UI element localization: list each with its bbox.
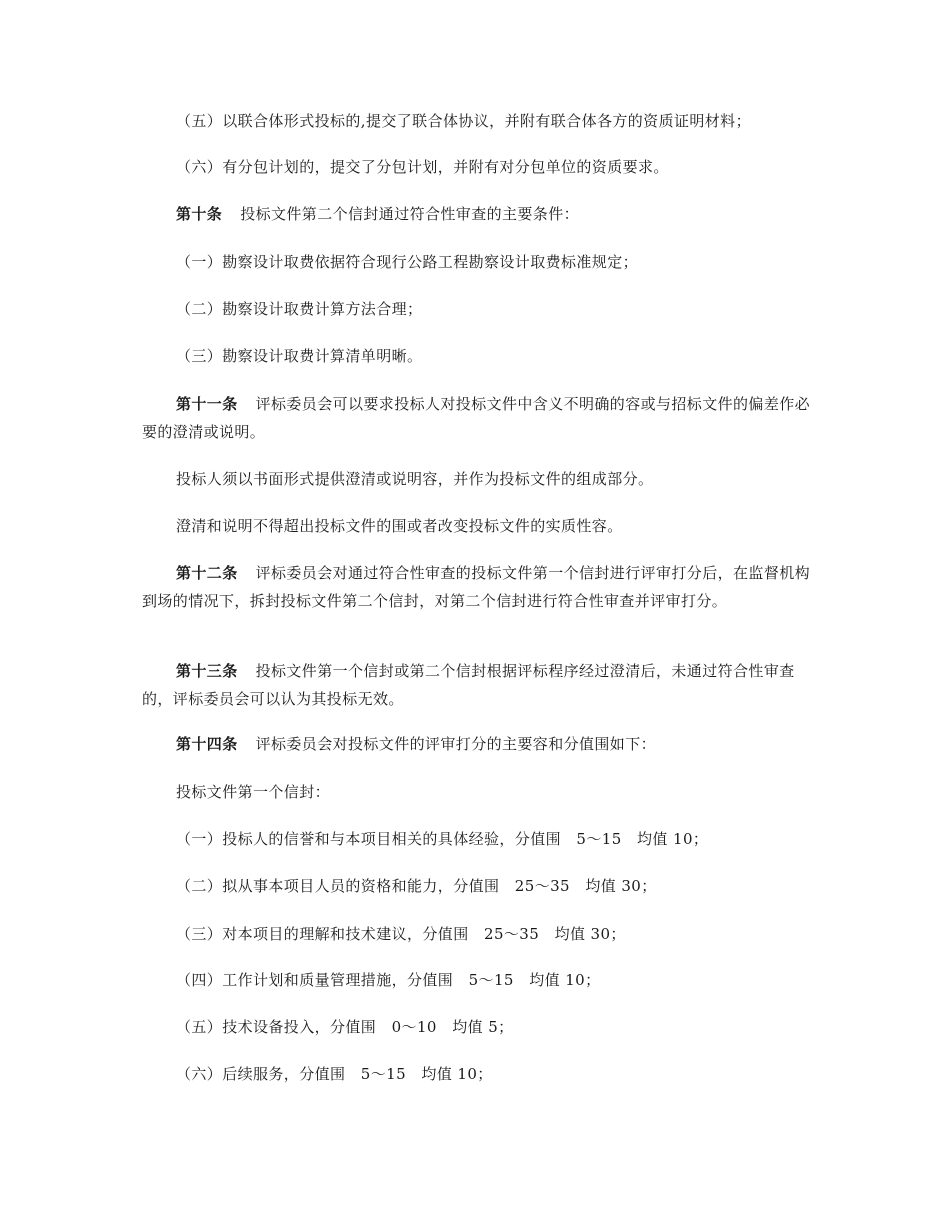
paragraph-subcontract: （六）有分包计划的，提交了分包计划，并附有对分包单位的资质要求。 (176, 158, 669, 176)
paragraph-clarification-limit: 澄清和说明不得超出投标文件的围或者改变投标文件的实质性容。 (176, 517, 623, 535)
article-10-text: 投标文件第二个信封通过符合性审查的主要条件： (240, 205, 580, 223)
paragraph-written-clarification: 投标人须以书面形式提供澄清或说明容，并作为投标文件的组成部分。 (176, 470, 654, 488)
article-14-title: 第十四条 (176, 735, 238, 753)
paragraph-fee-list: （三）勘察设计取费计算清单明晰。 (176, 347, 423, 365)
article-11 (142, 390, 810, 446)
score-item-equipment: （五）技术设备投入，分值围 0～10 均值 5； (176, 1018, 514, 1036)
score-item-reputation: （一）投标人的信誉和与本项目相关的具体经验，分值围 5～15 均值 10； (176, 830, 709, 848)
paragraph-fee-basis: （一）勘察设计取费依据符合现行公路工程勘察设计取费标准规定； (176, 253, 639, 271)
paragraph-first-envelope: 投标文件第一个信封： (176, 783, 331, 801)
score-item-personnel: （二）拟从事本项目人员的资格和能力，分值围 25～35 均值 30； (176, 877, 657, 895)
paragraph-consortium: （五）以联合体形式投标的,提交了联合体协议，并附有联合体各方的资质证明材料； (176, 112, 751, 130)
article-14 (142, 730, 810, 758)
score-item-service: （六）后续服务，分值围 5～15 均值 10； (176, 1065, 493, 1083)
paragraph-fee-method: （二）勘察设计取费计算方法合理； (176, 300, 423, 318)
score-item-understanding: （三）对本项目的理解和技术建议，分值围 25～35 均值 30； (176, 925, 626, 943)
article-13 (142, 657, 810, 713)
article-12 (142, 559, 810, 615)
article-11-text: 评标委员会可以要求投标人对投标文件中含义不明确的容或与招标文件的偏差作必要的澄清或说明。 (142, 395, 811, 441)
article-12-text: 评标委员会对通过符合性审查的投标文件第一个信封进行评审打分后，在监督机构到场的情况下，拆封投标文件第二个信封，对第二个信封进行符合性审查并评审打分。 (142, 564, 811, 610)
article-14-text: 评标委员会对投标文件的评审打分的主要容和分值围如下： (255, 735, 657, 753)
article-13-title: 第十三条 (176, 662, 238, 680)
article-10-title: 第十条 (176, 205, 223, 223)
article-10 (142, 200, 810, 228)
article-12-title: 第十二条 (176, 564, 238, 582)
article-11-title: 第十一条 (176, 395, 238, 413)
article-13-text: 投标文件第一个信封或第二个信封根据评标程序经过澄清后，未通过符合性审查的，评标委员会可以认为其投标无效。 (142, 662, 795, 708)
score-item-work-plan: （四）工作计划和质量管理措施，分值围 5～15 均值 10； (176, 971, 601, 989)
